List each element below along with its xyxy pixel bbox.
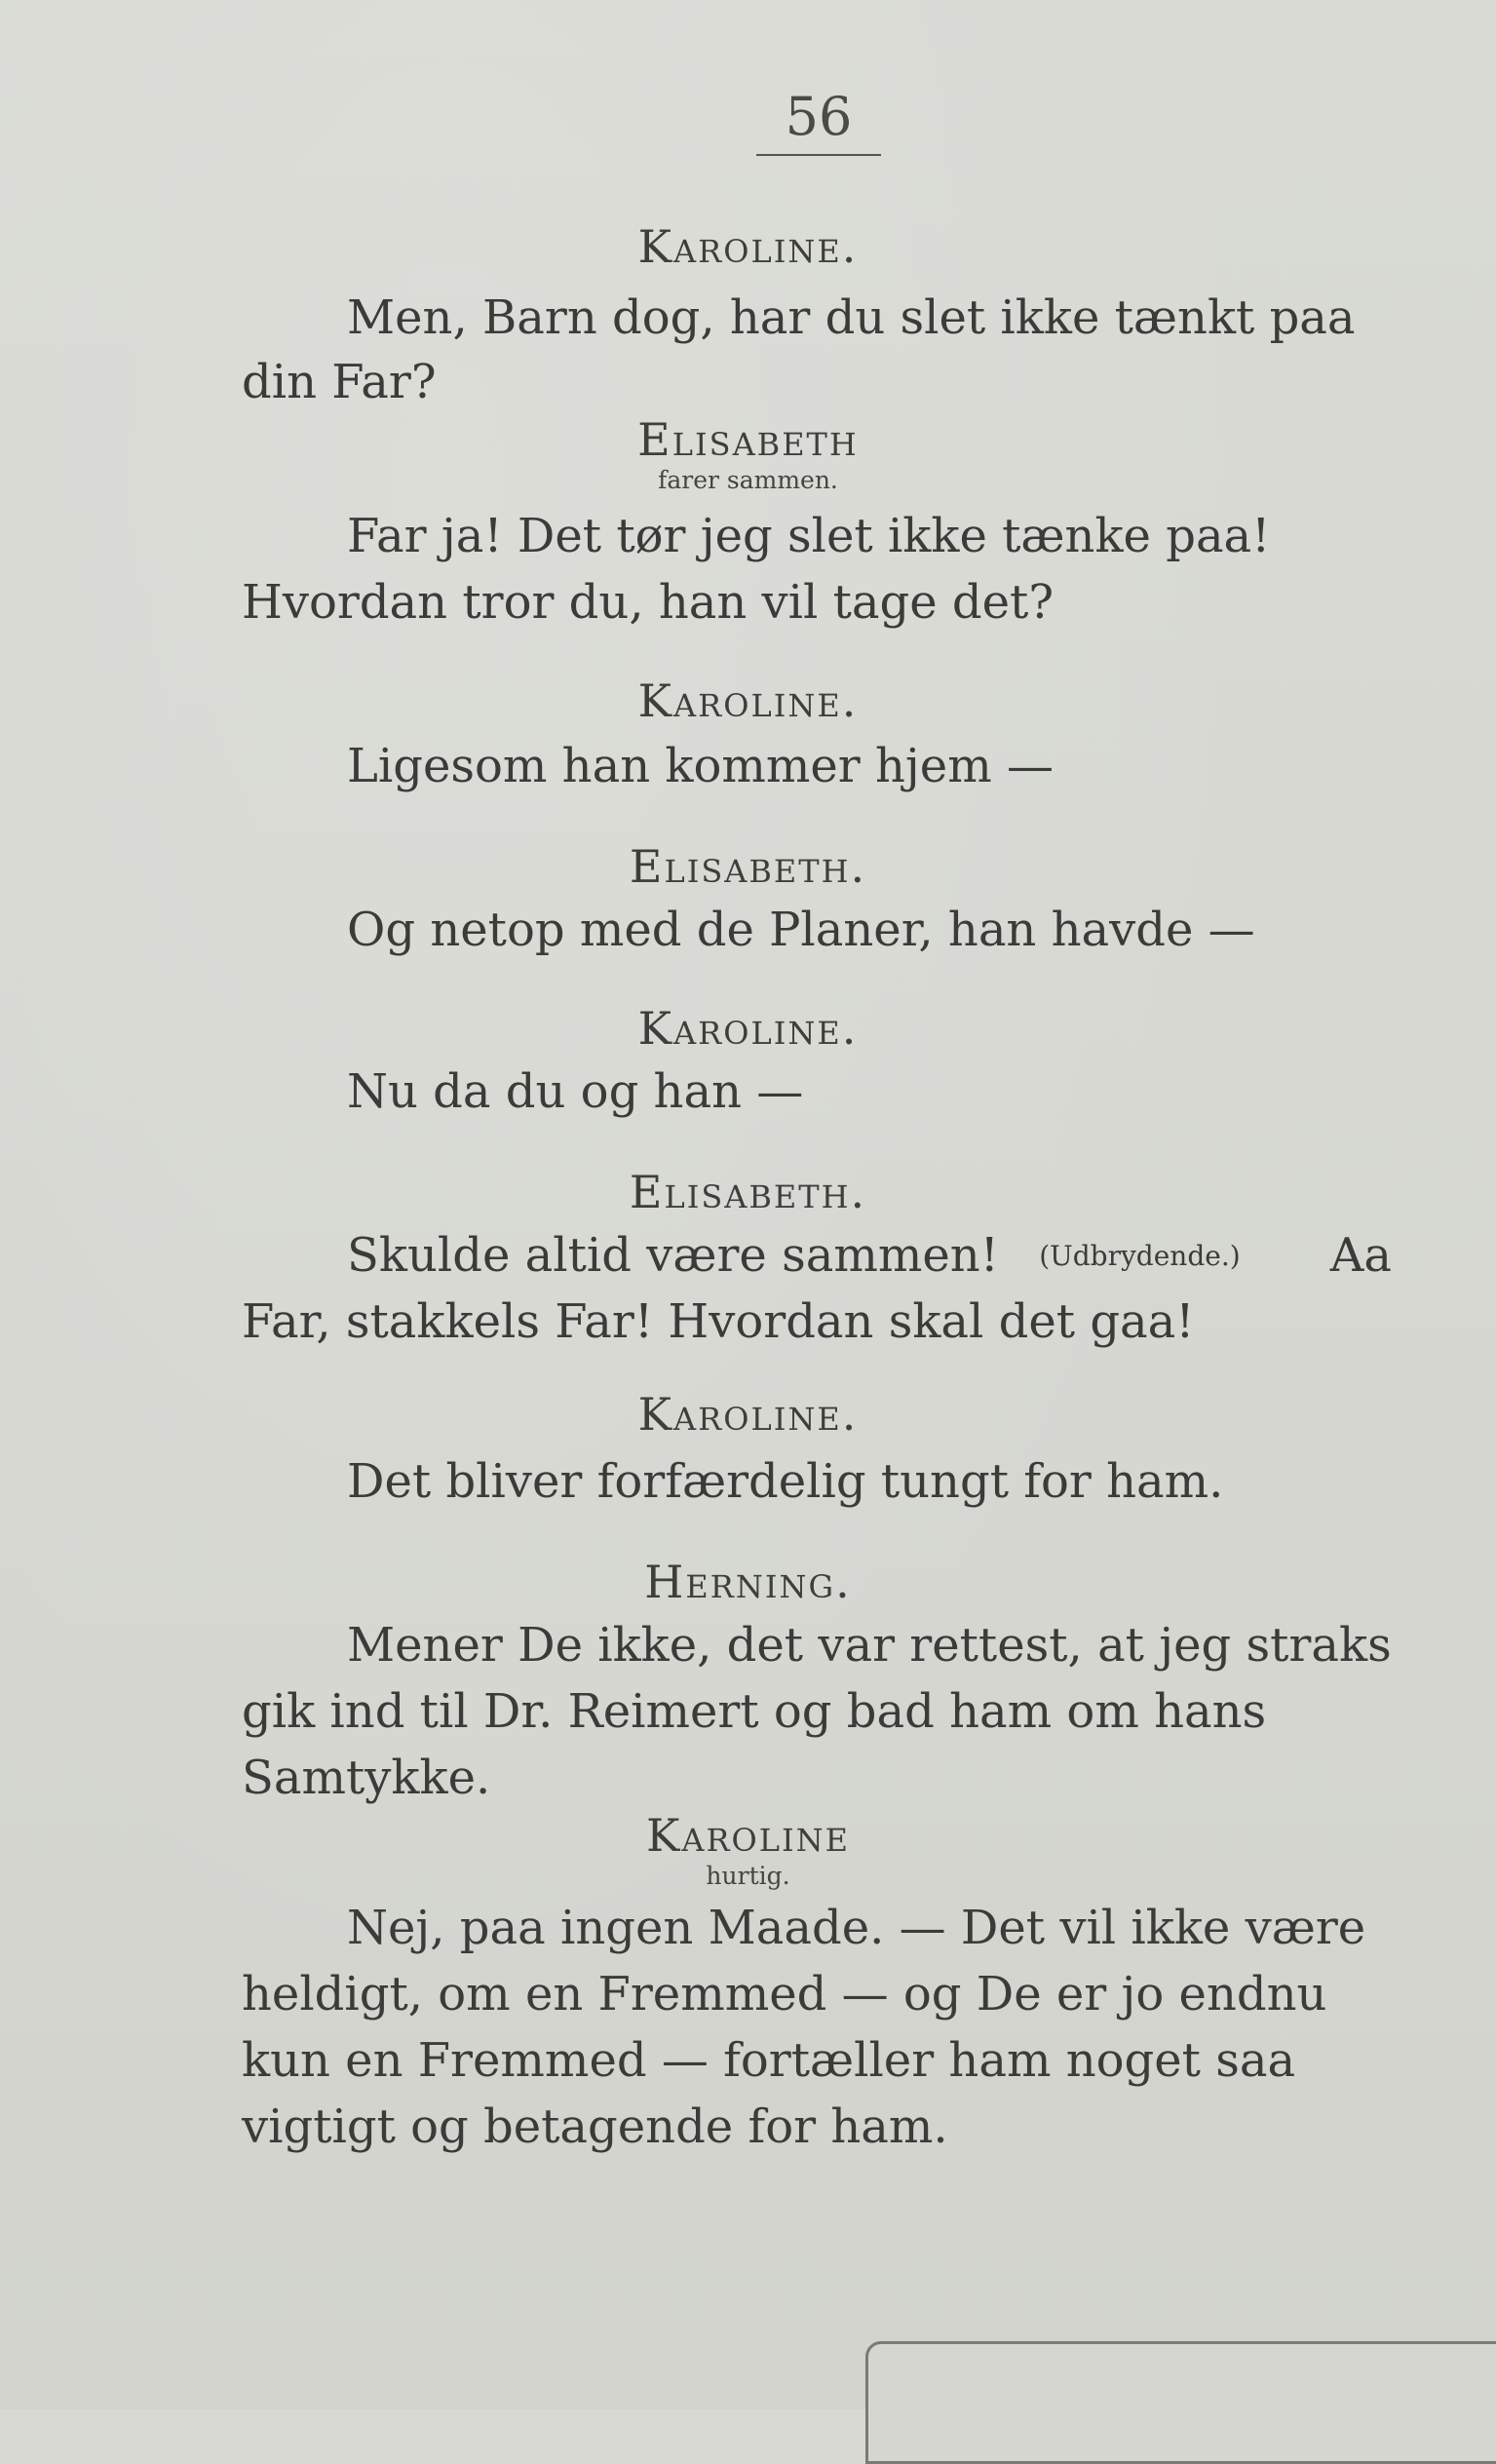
speaker-heading: Elisabeth.: [629, 1166, 867, 1218]
dialogue-line: Og netop med de Planer, han havde —: [347, 903, 1255, 957]
dialogue-line: Samtykke.: [242, 1751, 491, 1805]
dialogue-line: [347, 1222, 1392, 1290]
stage-direction-inline: (Udbrydende.): [1039, 1240, 1241, 1272]
dialogue-line: Hvordan tror du, han vil tage det?: [242, 575, 1055, 630]
speaker-heading: Herning.: [644, 1556, 852, 1608]
dialogue-text: Aa: [1329, 1228, 1392, 1283]
dialogue-line: Mener De ikke, det var rettest, at jeg straks: [347, 1618, 1392, 1673]
dialogue-text: Skulde altid være sammen!: [347, 1228, 999, 1283]
dialogue-line: gik ind til Dr. Reimert og bad ham om hans: [242, 1684, 1267, 1739]
speaker-heading: Karoline.: [637, 220, 859, 273]
dialogue-text: Men, Barn dog, har du slet ikke tænkt paa: [347, 290, 1356, 345]
page-number: 56: [785, 86, 853, 147]
library-label-box: [865, 2341, 1496, 2464]
speaker-heading: Karoline.: [637, 1388, 859, 1441]
page-number-rule: [756, 154, 881, 156]
speaker-heading: Karoline.: [637, 1002, 859, 1055]
stage-direction: farer sammen.: [658, 466, 838, 494]
dialogue-line: kun en Fremmed — fortæller ham noget saa: [242, 2033, 1296, 2088]
dialogue-line: Nu da du og han —: [347, 1064, 804, 1119]
dialogue-line: din Far?: [242, 355, 437, 409]
dialogue-line: Nej, paa ingen Maade. — Det vil ikke være: [347, 1901, 1366, 1955]
dialogue-line: vigtigt og betagende for ham.: [242, 2099, 948, 2154]
dialogue-line: Det bliver forfærdelig tungt for ham.: [347, 1454, 1224, 1509]
dialogue-line: heldigt, om en Fremmed — og De er jo endnu: [242, 1967, 1327, 2021]
speaker-heading: Karoline: [645, 1809, 851, 1862]
dialogue-line: Far, stakkels Far! Hvordan skal det gaa!: [242, 1294, 1195, 1349]
dialogue-line: [347, 285, 1392, 351]
speaker-heading: Karoline.: [637, 674, 859, 727]
stage-direction: hurtig.: [706, 1862, 790, 1890]
dialogue-line: Far ja! Det tør jeg slet ikke tænke paa!: [347, 509, 1271, 563]
speaker-heading: Elisabeth: [637, 413, 859, 466]
speaker-heading: Elisabeth.: [629, 840, 867, 893]
dialogue-line: Ligesom han kommer hjem —: [347, 739, 1054, 793]
